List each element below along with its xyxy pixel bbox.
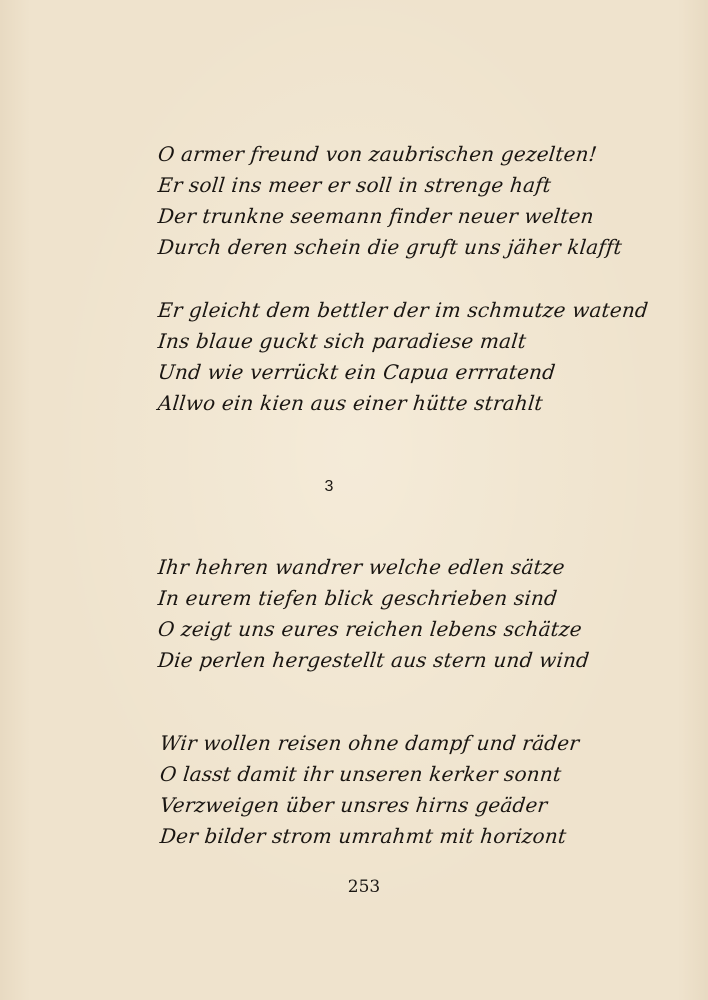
verse-line: Der trunkne seemann finder neuer welten [156, 204, 596, 228]
verse-line: O zeigt uns eures reichen lebens schätze [156, 617, 584, 641]
verse-line: Ihr hehren wandrer welche edlen sätze [156, 555, 567, 579]
verse-line: Durch deren schein die gruft uns jäher klafft [156, 235, 624, 259]
verse-line: Allwo ein kien aus einer hütte strahlt [156, 391, 545, 415]
page-number: 253 [347, 877, 381, 897]
verse-line: Die perlen hergestellt aus stern und wind [156, 648, 591, 672]
stanza-3 [158, 552, 589, 676]
verse-line: O armer freund von zaubrischen gezelten! [156, 142, 599, 166]
section-number: 3 [324, 478, 334, 495]
verse-line: O lasst damit ihr unseren kerker sonnt [158, 762, 563, 786]
verse-line: Und wie verrückt ein Capua errratend [156, 360, 557, 384]
stanza-1 [158, 139, 622, 263]
verse-line: In eurem tiefen blick geschrieben sind [156, 586, 559, 610]
verse-line: Ins blaue guckt sich paradiese malt [156, 329, 528, 353]
verse-line: Er gleicht dem bettler der im schmutze watend [156, 298, 650, 322]
verse-line: Er soll ins meer er soll in strenge haft [156, 173, 553, 197]
stanza-4 [160, 728, 579, 852]
stanza-2 [158, 295, 648, 419]
verse-line: Der bilder strom umrahmt mit horizont [158, 824, 568, 848]
verse-line: Verzweigen über unsres hirns geäder [158, 793, 549, 817]
verse-line: Wir wollen reisen ohne dampf und räder [158, 731, 581, 755]
